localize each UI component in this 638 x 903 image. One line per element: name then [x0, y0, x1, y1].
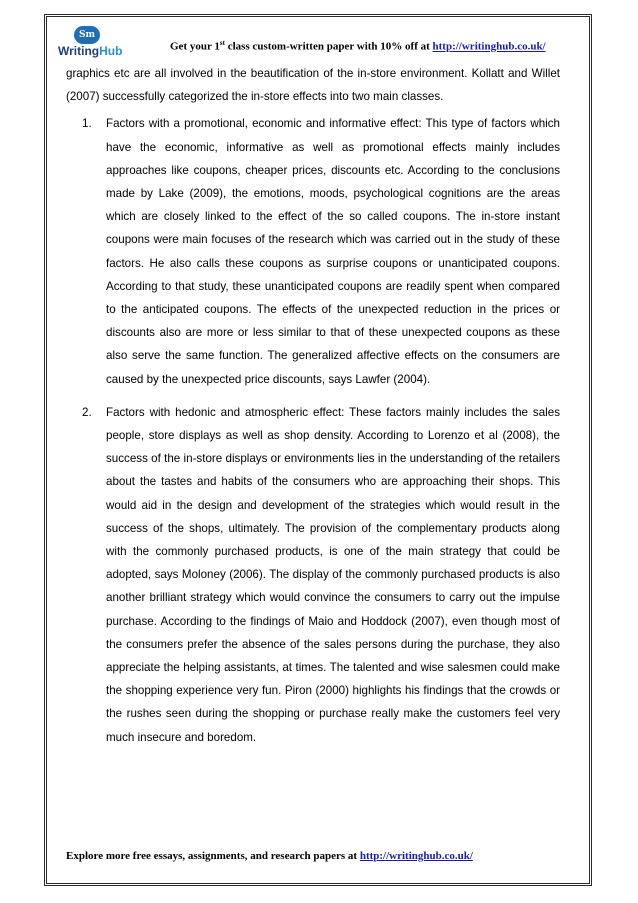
logo-word-hub: Hub — [99, 44, 123, 58]
document-body — [66, 62, 560, 759]
logo-word-writing: Writing — [58, 44, 100, 58]
footer-link[interactable]: http://writinghub.co.uk/ — [359, 850, 473, 862]
list-number: 2. — [82, 405, 92, 419]
factor-list — [66, 112, 560, 748]
footer-text: Explore more free essays, assignments, and research papers at — [66, 850, 360, 862]
promo-text-pre: Get your 1 — [170, 40, 220, 53]
list-item — [66, 112, 560, 390]
page-footer — [66, 850, 473, 862]
intro-paragraph: graphics etc are all involved in the beautification of the in-store environment. Kollatt and Willet (2007) successfully categorized the in-store effects into two main classes. — [66, 67, 560, 104]
promo-superscript: st — [219, 39, 225, 47]
list-item-text: Factors with hedonic and atmospheric effect: These factors mainly includes the sales people, store displays as well as shop density. According to Lorenzo et al (2008), the success of the in-store displays or environments lies in the understanding of the retailers about the tastes and habits of the consumers who are approaching their shops. This would aid in the design and development of the strategies which would result in the success of the shops, ultimately. The provision of the complementary products along with the commonly purchased products, is one of the main strategy that could be adopted, says Moloney (2006). The display of the commonly purchased products is also another brilliant strategy which would convince the consumers to carry out the impulse purchase. According to the findings of Maio and Hoddock (2007), even though most of the consumers prefer the absence of the sales persons during the purchase, they also appreciate the helping assistants, at times. The talented and wise salesmen could make the shopping experience very fun. Piron (2000) highlights his findings that the crowds or the rushes seen during the shopping or purchase really make the customers feel very much insecure and boredom. — [106, 405, 560, 744]
writinghub-logo — [58, 26, 123, 66]
list-number: 1. — [82, 117, 92, 131]
list-item-text: Factors with a promotional, economic and informative effect: This type of factors which have the economic, informative as well as promotional effects mainly includes approaches like coupons, cheaper prices, discounts etc. According to the conclusions made by Lake (2009), the emotions, moods, psychological cognitions are the areas which are closely linked to the effect of the so called coupons. The in-store instant coupons were main focuses of the research which was carried out in the study of these factors. He also calls these coupons as surprise coupons or unanticipated coupons. According to that study, these unanticipated coupons are readily spent when compared to the anticipated coupons. The effects of the unexpected reduction in the prices or discounts also are more or less similar to that of these unexpected coupons as these also serve the same function. The generalized affective effects on the consumers are caused by the unexpected price discounts, says Lawfer (2004). — [106, 117, 560, 386]
list-item — [66, 401, 560, 749]
promo-text-post: class custom-written paper with 10% off at — [224, 40, 433, 53]
logo-badge: Sm — [74, 26, 100, 44]
page-header — [58, 26, 578, 66]
header-link[interactable]: http://writinghub.co.uk/ — [432, 40, 546, 53]
logo-wordmark — [58, 44, 122, 58]
header-promo — [170, 39, 546, 53]
